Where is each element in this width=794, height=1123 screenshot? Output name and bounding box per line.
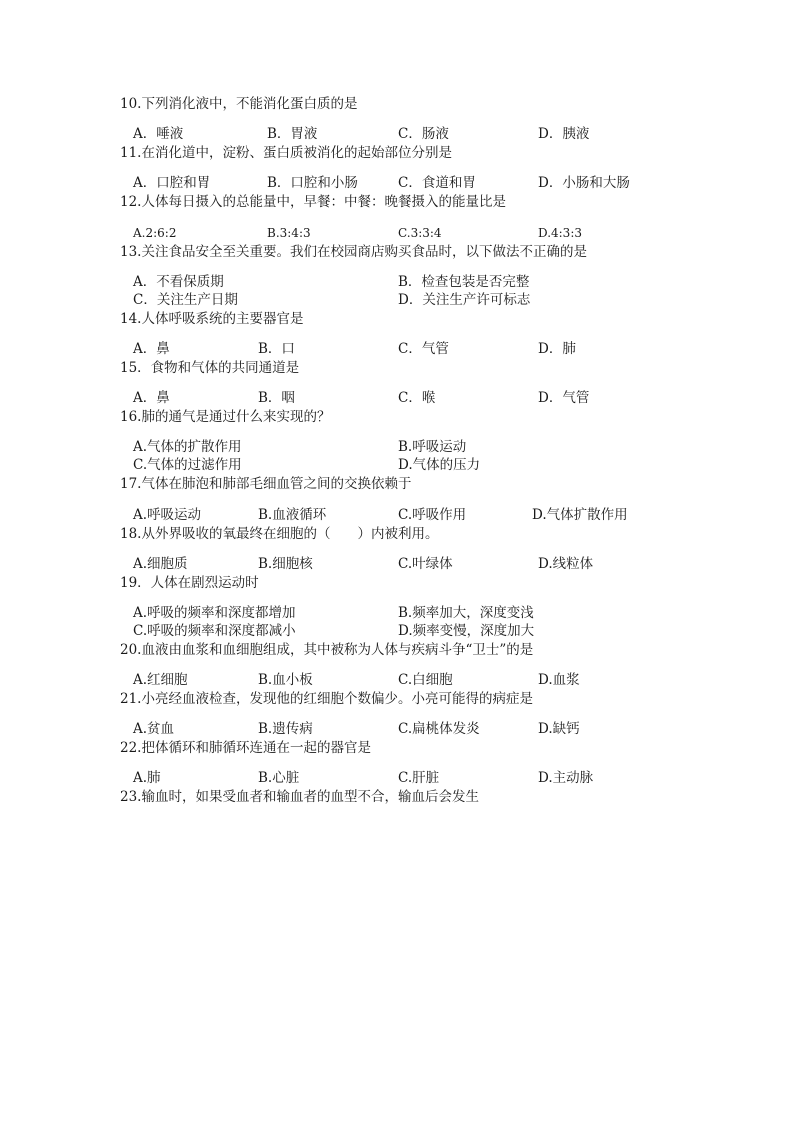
option-a: A．不看保质期 bbox=[133, 273, 224, 290]
question-stem: 16.肺的通气是通过什么来实现的？ bbox=[120, 409, 331, 426]
question-23-stem bbox=[120, 787, 720, 818]
option-b: B.遗传病 bbox=[258, 721, 313, 738]
question-11-options bbox=[133, 174, 720, 192]
question-stem: 22.把体循环和肺循环连通在一起的器官是 bbox=[120, 740, 371, 757]
question-14-stem bbox=[120, 309, 720, 340]
question-stem: 14.人体呼吸系统的主要器官是 bbox=[120, 310, 304, 327]
option-d: D.线粒体 bbox=[538, 555, 594, 572]
question-stem: 11.在消化道中，淀粉、蛋白质被消化的起始部位分别是 bbox=[120, 145, 452, 162]
question-stem: 17.气体在肺泡和肺部毛细血管之间的交换依赖于 bbox=[120, 476, 412, 493]
option-d: D．小肠和大肠 bbox=[538, 175, 630, 192]
option-a: A．鼻 bbox=[133, 340, 170, 357]
option-a: A.气体的扩散作用 bbox=[133, 439, 242, 456]
question-stem: 20.血液由血浆和血细胞组成，其中被称为人体与疾病斗争“卫士”的是 bbox=[120, 641, 534, 658]
option-a: A．唾液 bbox=[133, 126, 184, 143]
option-a: A.贫血 bbox=[133, 721, 175, 738]
option-b: B．检查包装是否完整 bbox=[398, 273, 530, 290]
option-d: D．肺 bbox=[538, 340, 576, 357]
question-18-stem bbox=[120, 524, 720, 555]
question-13-options-row1 bbox=[133, 273, 720, 291]
option-c: C.白细胞 bbox=[398, 672, 453, 689]
question-15-options bbox=[133, 389, 720, 407]
question-16-stem bbox=[120, 407, 720, 438]
question-stem: 10.下列消化液中，不能消化蛋白质的是 bbox=[120, 96, 358, 112]
question-19-stem bbox=[120, 573, 720, 604]
option-c: C．气管 bbox=[398, 340, 449, 357]
question-stem: 18.从外界吸收的氧最终在细胞的（ ）内被利用。 bbox=[120, 525, 439, 542]
option-d: D.4:3:3 bbox=[538, 225, 582, 240]
question-list bbox=[120, 94, 720, 819]
option-a: A.肺 bbox=[133, 770, 161, 787]
question-16-options-row1 bbox=[133, 438, 720, 456]
option-b: B．胃液 bbox=[267, 126, 318, 143]
question-20-options bbox=[133, 671, 720, 689]
option-b: B.呼吸运动 bbox=[398, 439, 467, 456]
question-12-options bbox=[133, 224, 720, 242]
question-13-options-row2 bbox=[133, 291, 720, 309]
option-c: C.呼吸作用 bbox=[398, 506, 467, 523]
question-13-stem bbox=[120, 242, 720, 273]
option-c: C.叶绿体 bbox=[398, 555, 453, 572]
option-b: B.血小板 bbox=[258, 672, 313, 689]
option-d: D.气体扩散作用 bbox=[532, 506, 628, 523]
question-19-options-row1 bbox=[133, 604, 720, 622]
option-d: D.频率变慢，深度加大 bbox=[398, 622, 535, 639]
option-d: D．气管 bbox=[538, 390, 590, 407]
option-c: C.扁桃体发炎 bbox=[398, 721, 480, 738]
option-a: A.红细胞 bbox=[133, 672, 188, 689]
option-b: B.血液循环 bbox=[258, 506, 327, 523]
option-c: C.气体的过滤作用 bbox=[133, 457, 242, 474]
option-c: C．食道和胃 bbox=[398, 175, 476, 192]
question-22-options bbox=[133, 769, 720, 787]
option-d: D.主动脉 bbox=[538, 770, 594, 787]
question-22-stem bbox=[120, 738, 720, 769]
option-b: B.3:4:3 bbox=[267, 225, 311, 240]
option-a: A.呼吸的频率和深度都增加 bbox=[133, 604, 296, 621]
question-11-stem bbox=[120, 143, 720, 174]
option-d: D．关注生产许可标志 bbox=[398, 291, 531, 308]
option-d: D.血浆 bbox=[538, 672, 580, 689]
question-16-options-row2 bbox=[133, 456, 720, 474]
option-c: C.3:3:4 bbox=[398, 225, 442, 240]
option-d: D.缺钙 bbox=[538, 721, 580, 738]
option-a: A．鼻 bbox=[133, 390, 170, 407]
option-c: C．关注生产日期 bbox=[133, 291, 238, 308]
question-15-stem bbox=[120, 358, 720, 389]
question-10-options bbox=[133, 125, 720, 143]
option-a: A．口腔和胃 bbox=[133, 175, 211, 192]
option-c: C．喉 bbox=[398, 390, 436, 407]
option-a: A.呼吸运动 bbox=[133, 506, 202, 523]
question-stem: 13.关注食品安全至关重要。我们在校园商店购买食品时，以下做法不正确的是 bbox=[120, 243, 587, 260]
option-d: D．胰液 bbox=[538, 126, 590, 143]
question-stem: 15．食物和气体的共同通道是 bbox=[120, 359, 300, 376]
option-c: C.呼吸的频率和深度都减小 bbox=[133, 622, 296, 639]
option-b: B.细胞核 bbox=[258, 555, 313, 572]
option-b: B.心脏 bbox=[258, 770, 300, 787]
question-stem: 23.输血时，如果受血者和输血者的血型不合，输血后会发生 bbox=[120, 789, 479, 806]
question-stem: 21.小亮经血液检查，发现他的红细胞个数偏少。小亮可能得的病症是 bbox=[120, 691, 533, 708]
question-21-stem bbox=[120, 689, 720, 720]
question-18-options bbox=[133, 555, 720, 573]
question-14-options bbox=[133, 340, 720, 358]
option-b: B．咽 bbox=[258, 390, 295, 407]
question-stem: 19．人体在剧烈运动时 bbox=[120, 574, 259, 591]
question-21-options bbox=[133, 720, 720, 738]
question-10-stem bbox=[120, 94, 720, 125]
option-c: C.肝脏 bbox=[398, 770, 440, 787]
option-a: A.细胞质 bbox=[133, 555, 188, 572]
option-b: B.频率加大，深度变浅 bbox=[398, 604, 534, 621]
question-17-stem bbox=[120, 474, 720, 505]
question-stem: 12.人体每日摄入的总能量中，早餐：中餐：晚餐摄入的能量比是 bbox=[120, 194, 506, 211]
question-20-stem bbox=[120, 640, 720, 671]
option-d: D.气体的压力 bbox=[398, 457, 481, 474]
option-c: C．肠液 bbox=[398, 126, 449, 143]
option-a: A.2:6:2 bbox=[133, 225, 177, 240]
question-19-options-row2 bbox=[133, 622, 720, 640]
option-b: B．口 bbox=[258, 340, 295, 357]
question-17-options bbox=[133, 506, 720, 524]
question-12-stem bbox=[120, 192, 720, 223]
option-b: B．口腔和小肠 bbox=[267, 175, 358, 192]
